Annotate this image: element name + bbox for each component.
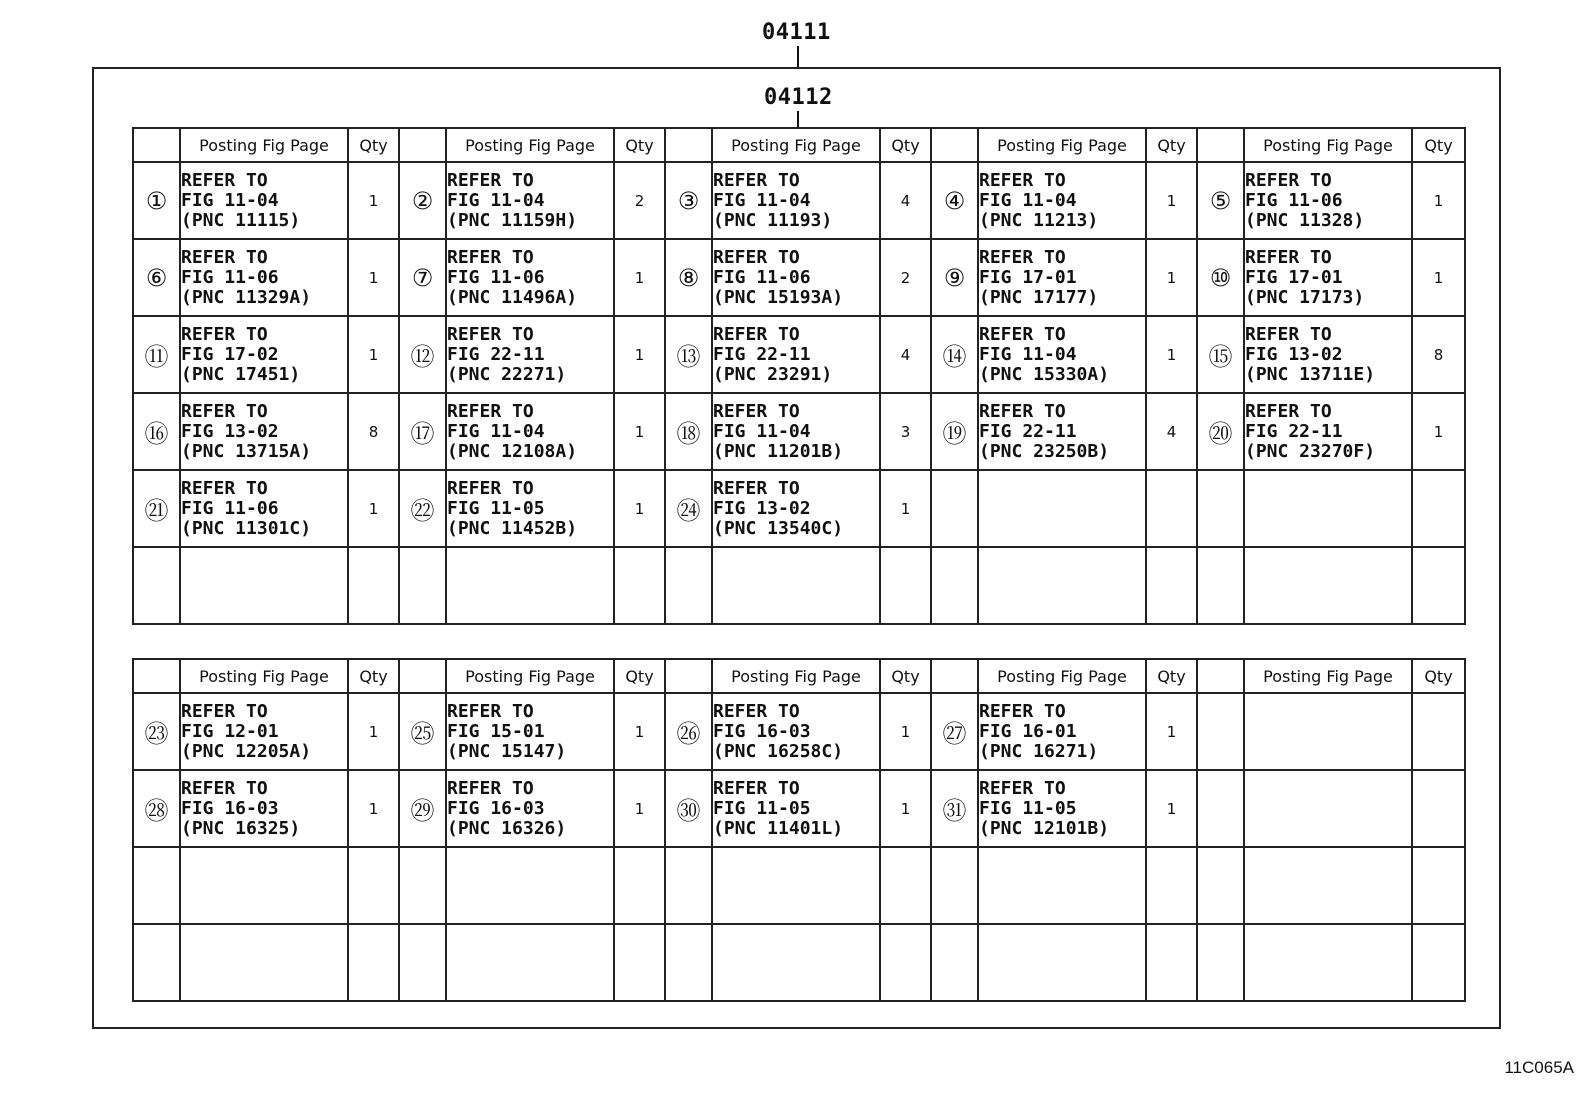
header-qty: Qty: [1412, 128, 1465, 162]
quantity-value: 1: [348, 162, 399, 239]
reference-line: REFER TO: [1245, 169, 1332, 191]
posting-reference: [978, 470, 1146, 547]
table-body: [133, 162, 1465, 624]
reference-line: (PNC 11401L): [713, 817, 844, 839]
posting-reference: [712, 239, 880, 316]
reference-line: FIG 11-06: [181, 266, 279, 288]
posting-reference: [1244, 693, 1412, 770]
header-index-cell: [133, 128, 180, 162]
reference-line: (PNC 11193): [713, 209, 833, 231]
reference-line: FIG 17-01: [979, 266, 1077, 288]
callout-number: ⑪: [133, 316, 180, 393]
reference-line: (PNC 13540C): [713, 517, 844, 539]
figure-id: 11C065A: [1504, 1058, 1574, 1077]
callout-number: ㉖: [665, 693, 712, 770]
posting-reference: [712, 547, 880, 624]
reference-line: (PNC 11201B): [713, 440, 844, 462]
quantity-value: 4: [1146, 393, 1197, 470]
reference-line: (PNC 12101B): [979, 817, 1110, 839]
callout-number: ㉓: [133, 693, 180, 770]
reference-line: FIG 22-11: [1245, 420, 1343, 442]
header-qty: Qty: [348, 659, 399, 693]
reference-line: FIG 13-02: [1245, 343, 1343, 365]
reference-line: REFER TO: [713, 777, 800, 799]
callout-number: [931, 924, 978, 1001]
quantity-value: [1146, 470, 1197, 547]
callout-number: ③: [665, 162, 712, 239]
posting-reference: [180, 316, 348, 393]
posting-reference: [712, 847, 880, 924]
quantity-value: 1: [1146, 770, 1197, 847]
reference-line: (PNC 23250B): [979, 440, 1110, 462]
callout-number: ㉚: [665, 770, 712, 847]
callout-number: ㉘: [133, 770, 180, 847]
reference-line: (PNC 17173): [1245, 286, 1365, 308]
header-posting-fig-page: Posting Fig Page: [446, 128, 614, 162]
posting-reference: [446, 924, 614, 1001]
posting-reference: [712, 470, 880, 547]
reference-line: FIG 22-11: [979, 420, 1077, 442]
reference-line: (PNC 22271): [447, 363, 567, 385]
table-row: [133, 470, 1465, 547]
reference-line: REFER TO: [447, 700, 534, 722]
reference-line: FIG 11-05: [979, 797, 1077, 819]
posting-reference: [180, 239, 348, 316]
reference-line: REFER TO: [181, 323, 268, 345]
quantity-value: 1: [1412, 162, 1465, 239]
quantity-value: [614, 847, 665, 924]
reference-line: REFER TO: [1245, 400, 1332, 422]
quantity-value: [1412, 470, 1465, 547]
quantity-value: 1: [1412, 393, 1465, 470]
header-posting-fig-page: Posting Fig Page: [446, 659, 614, 693]
posting-reference: [180, 924, 348, 1001]
header-qty: Qty: [614, 659, 665, 693]
quantity-value: 1: [348, 316, 399, 393]
quantity-value: 1: [348, 470, 399, 547]
reference-line: (PNC 23270F): [1245, 440, 1376, 462]
posting-reference: [978, 393, 1146, 470]
posting-reference: [978, 162, 1146, 239]
posting-reference: [446, 547, 614, 624]
callout-number: [133, 847, 180, 924]
callout-number: [1197, 924, 1244, 1001]
callout-number: ⑯: [133, 393, 180, 470]
header-qty: Qty: [1412, 659, 1465, 693]
inner-leader-line: [797, 111, 799, 128]
reference-line: (PNC 11452B): [447, 517, 578, 539]
posting-reference: [712, 924, 880, 1001]
quantity-value: 1: [1146, 693, 1197, 770]
callout-number: ㉙: [399, 770, 446, 847]
table-header: [133, 128, 1465, 162]
reference-line: (PNC 13711E): [1245, 363, 1376, 385]
callout-number: ⑲: [931, 393, 978, 470]
header-qty: Qty: [614, 128, 665, 162]
callout-number: [931, 847, 978, 924]
reference-line: REFER TO: [713, 169, 800, 191]
posting-reference: [978, 693, 1146, 770]
quantity-value: [880, 847, 931, 924]
reference-line: FIG 16-03: [181, 797, 279, 819]
quantity-value: 1: [614, 239, 665, 316]
quantity-value: [1146, 847, 1197, 924]
header-qty: Qty: [1146, 659, 1197, 693]
callout-number: [399, 847, 446, 924]
posting-reference: [1244, 470, 1412, 547]
posting-reference: [1244, 162, 1412, 239]
quantity-value: 8: [348, 393, 399, 470]
callout-number: [665, 847, 712, 924]
quantity-value: 1: [348, 239, 399, 316]
reference-line: REFER TO: [713, 246, 800, 268]
posting-reference: [446, 470, 614, 547]
reference-line: FIG 11-04: [181, 189, 279, 211]
reference-line: REFER TO: [713, 400, 800, 422]
reference-line: (PNC 16271): [979, 740, 1099, 762]
reference-line: FIG 15-01: [447, 720, 545, 742]
header-qty: Qty: [1146, 128, 1197, 162]
reference-line: FIG 11-04: [713, 420, 811, 442]
callout-number: [133, 924, 180, 1001]
callout-number: [931, 547, 978, 624]
reference-line: FIG 11-04: [447, 189, 545, 211]
callout-number: ⑫: [399, 316, 446, 393]
posting-table-upper: [132, 127, 1466, 625]
posting-reference: [978, 770, 1146, 847]
reference-line: (PNC 17177): [979, 286, 1099, 308]
reference-line: (PNC 12205A): [181, 740, 312, 762]
callout-number: ㉗: [931, 693, 978, 770]
callout-number: [399, 547, 446, 624]
reference-line: REFER TO: [447, 477, 534, 499]
quantity-value: [1412, 847, 1465, 924]
reference-line: FIG 11-06: [181, 497, 279, 519]
posting-reference: [712, 693, 880, 770]
reference-line: REFER TO: [447, 323, 534, 345]
quantity-value: 4: [880, 316, 931, 393]
table-row: [133, 239, 1465, 316]
table-body: [133, 693, 1465, 1001]
reference-line: (PNC 23291): [713, 363, 833, 385]
posting-reference: [978, 316, 1146, 393]
quantity-value: [614, 924, 665, 1001]
reference-line: REFER TO: [1245, 323, 1332, 345]
table-row: [133, 693, 1465, 770]
quantity-value: [1412, 693, 1465, 770]
callout-number: ⑥: [133, 239, 180, 316]
reference-line: (PNC 13715A): [181, 440, 312, 462]
posting-reference: [712, 770, 880, 847]
outer-leader-line: [797, 46, 799, 68]
header-qty: Qty: [348, 128, 399, 162]
quantity-value: [348, 547, 399, 624]
reference-line: (PNC 11329A): [181, 286, 312, 308]
table-row: [133, 393, 1465, 470]
callout-number: [665, 924, 712, 1001]
callout-number: ㉑: [133, 470, 180, 547]
table-row: [133, 316, 1465, 393]
reference-line: REFER TO: [447, 246, 534, 268]
reference-line: REFER TO: [447, 169, 534, 191]
reference-line: FIG 22-11: [447, 343, 545, 365]
quantity-value: 1: [880, 770, 931, 847]
posting-reference: [1244, 847, 1412, 924]
outer-assembly-code: 04111: [762, 20, 831, 45]
callout-number: ㉒: [399, 470, 446, 547]
reference-line: FIG 16-01: [979, 720, 1077, 742]
table-row: [133, 162, 1465, 239]
quantity-value: 1: [614, 693, 665, 770]
posting-reference: [1244, 316, 1412, 393]
posting-reference: [180, 470, 348, 547]
reference-line: (PNC 11301C): [181, 517, 312, 539]
table-row: [133, 847, 1465, 924]
posting-reference: [978, 924, 1146, 1001]
posting-reference: [712, 162, 880, 239]
reference-line: REFER TO: [181, 777, 268, 799]
reference-line: (PNC 12108A): [447, 440, 578, 462]
callout-number: ㉕: [399, 693, 446, 770]
quantity-value: [880, 924, 931, 1001]
callout-number: ④: [931, 162, 978, 239]
header-posting-fig-page: Posting Fig Page: [712, 128, 880, 162]
callout-number: [931, 470, 978, 547]
reference-line: FIG 16-03: [713, 720, 811, 742]
callout-number: ⑧: [665, 239, 712, 316]
reference-line: (PNC 15330A): [979, 363, 1110, 385]
header-posting-fig-page: Posting Fig Page: [1244, 128, 1412, 162]
callout-number: [665, 547, 712, 624]
reference-line: FIG 11-05: [447, 497, 545, 519]
table-header: [133, 659, 1465, 693]
header-index-cell: [133, 659, 180, 693]
quantity-value: 1: [348, 693, 399, 770]
reference-line: FIG 13-02: [181, 420, 279, 442]
reference-line: FIG 17-02: [181, 343, 279, 365]
quantity-value: [1412, 770, 1465, 847]
posting-reference: [180, 770, 348, 847]
posting-reference: [446, 316, 614, 393]
posting-reference: [180, 162, 348, 239]
reference-line: REFER TO: [181, 169, 268, 191]
posting-reference: [978, 847, 1146, 924]
callout-number: ㉔: [665, 470, 712, 547]
reference-line: FIG 11-04: [979, 343, 1077, 365]
posting-reference: [978, 239, 1146, 316]
header-index-cell: [931, 128, 978, 162]
callout-number: ⑳: [1197, 393, 1244, 470]
reference-line: (PNC 11115): [181, 209, 301, 231]
posting-reference: [180, 547, 348, 624]
quantity-value: 1: [614, 316, 665, 393]
callout-number: [1197, 547, 1244, 624]
posting-reference: [1244, 770, 1412, 847]
quantity-value: [880, 547, 931, 624]
quantity-value: [348, 847, 399, 924]
reference-line: (PNC 16258C): [713, 740, 844, 762]
header-index-cell: [399, 659, 446, 693]
reference-line: REFER TO: [181, 477, 268, 499]
header-index-cell: [665, 659, 712, 693]
reference-line: REFER TO: [181, 700, 268, 722]
reference-line: REFER TO: [181, 246, 268, 268]
callout-number: ⑦: [399, 239, 446, 316]
callout-number: [399, 924, 446, 1001]
reference-line: FIG 17-01: [1245, 266, 1343, 288]
reference-line: REFER TO: [713, 477, 800, 499]
quantity-value: 4: [880, 162, 931, 239]
reference-line: (PNC 11496A): [447, 286, 578, 308]
reference-line: REFER TO: [979, 700, 1066, 722]
posting-reference: [978, 547, 1146, 624]
reference-line: FIG 22-11: [713, 343, 811, 365]
callout-number: ⑨: [931, 239, 978, 316]
reference-line: FIG 11-06: [713, 266, 811, 288]
quantity-value: [1412, 924, 1465, 1001]
quantity-value: 1: [880, 693, 931, 770]
reference-line: (PNC 16325): [181, 817, 301, 839]
quantity-value: 2: [880, 239, 931, 316]
reference-line: FIG 11-04: [979, 189, 1077, 211]
callout-number: ㉛: [931, 770, 978, 847]
callout-number: ⑬: [665, 316, 712, 393]
posting-reference: [1244, 393, 1412, 470]
callout-number: [1197, 847, 1244, 924]
quantity-value: 8: [1412, 316, 1465, 393]
reference-line: (PNC 11159H): [447, 209, 578, 231]
table-row: [133, 547, 1465, 624]
quantity-value: [348, 924, 399, 1001]
header-posting-fig-page: Posting Fig Page: [712, 659, 880, 693]
callout-number: [133, 547, 180, 624]
posting-reference: [712, 393, 880, 470]
reference-line: FIG 11-06: [1245, 189, 1343, 211]
posting-reference: [446, 770, 614, 847]
quantity-value: 1: [348, 770, 399, 847]
callout-number: ⑮: [1197, 316, 1244, 393]
header-index-cell: [1197, 128, 1244, 162]
reference-line: FIG 11-06: [447, 266, 545, 288]
posting-reference: [180, 393, 348, 470]
quantity-value: 1: [614, 393, 665, 470]
header-posting-fig-page: Posting Fig Page: [1244, 659, 1412, 693]
posting-reference: [180, 847, 348, 924]
callout-number: ⑤: [1197, 162, 1244, 239]
reference-line: REFER TO: [447, 400, 534, 422]
reference-line: REFER TO: [979, 777, 1066, 799]
callout-number: ⑩: [1197, 239, 1244, 316]
callout-number: [1197, 770, 1244, 847]
reference-line: FIG 11-05: [713, 797, 811, 819]
reference-line: (PNC 15193A): [713, 286, 844, 308]
reference-line: REFER TO: [181, 400, 268, 422]
header-index-cell: [665, 128, 712, 162]
reference-line: (PNC 16326): [447, 817, 567, 839]
reference-line: (PNC 15147): [447, 740, 567, 762]
reference-line: FIG 16-03: [447, 797, 545, 819]
quantity-value: 1: [880, 470, 931, 547]
header-posting-fig-page: Posting Fig Page: [180, 128, 348, 162]
posting-reference: [1244, 547, 1412, 624]
quantity-value: 1: [1412, 239, 1465, 316]
quantity-value: 3: [880, 393, 931, 470]
header-posting-fig-page: Posting Fig Page: [978, 659, 1146, 693]
reference-line: REFER TO: [447, 777, 534, 799]
posting-reference: [180, 693, 348, 770]
quantity-value: 1: [614, 770, 665, 847]
header-qty: Qty: [880, 128, 931, 162]
reference-line: REFER TO: [979, 323, 1066, 345]
callout-number: ⑰: [399, 393, 446, 470]
callout-number: [1197, 470, 1244, 547]
reference-line: (PNC 17451): [181, 363, 301, 385]
quantity-value: [614, 547, 665, 624]
quantity-value: 1: [1146, 162, 1197, 239]
posting-reference: [1244, 239, 1412, 316]
quantity-value: [1412, 547, 1465, 624]
reference-line: FIG 12-01: [181, 720, 279, 742]
header-posting-fig-page: Posting Fig Page: [180, 659, 348, 693]
callout-number: [1197, 693, 1244, 770]
posting-reference: [1244, 924, 1412, 1001]
posting-reference: [712, 316, 880, 393]
callout-number: ⑱: [665, 393, 712, 470]
reference-line: (PNC 11328): [1245, 209, 1365, 231]
posting-reference: [446, 693, 614, 770]
posting-reference: [446, 847, 614, 924]
reference-line: REFER TO: [979, 246, 1066, 268]
quantity-value: 1: [1146, 316, 1197, 393]
reference-line: FIG 11-04: [713, 189, 811, 211]
posting-table-lower: [132, 658, 1466, 1002]
header-index-cell: [1197, 659, 1244, 693]
header-posting-fig-page: Posting Fig Page: [978, 128, 1146, 162]
table-row: [133, 770, 1465, 847]
posting-reference: [446, 239, 614, 316]
table-row: [133, 924, 1465, 1001]
reference-line: FIG 11-04: [447, 420, 545, 442]
reference-line: (PNC 11213): [979, 209, 1099, 231]
posting-reference: [446, 162, 614, 239]
header-index-cell: [931, 659, 978, 693]
quantity-value: [1146, 924, 1197, 1001]
reference-line: REFER TO: [1245, 246, 1332, 268]
quantity-value: 2: [614, 162, 665, 239]
quantity-value: 1: [614, 470, 665, 547]
header-index-cell: [399, 128, 446, 162]
quantity-value: 1: [1146, 239, 1197, 316]
reference-line: REFER TO: [979, 169, 1066, 191]
reference-line: REFER TO: [713, 323, 800, 345]
reference-line: REFER TO: [713, 700, 800, 722]
callout-number: ②: [399, 162, 446, 239]
inner-assembly-code: 04112: [764, 85, 833, 110]
reference-line: REFER TO: [979, 400, 1066, 422]
callout-number: ⑭: [931, 316, 978, 393]
header-qty: Qty: [880, 659, 931, 693]
callout-number: ①: [133, 162, 180, 239]
posting-reference: [446, 393, 614, 470]
reference-line: FIG 13-02: [713, 497, 811, 519]
quantity-value: [1146, 547, 1197, 624]
